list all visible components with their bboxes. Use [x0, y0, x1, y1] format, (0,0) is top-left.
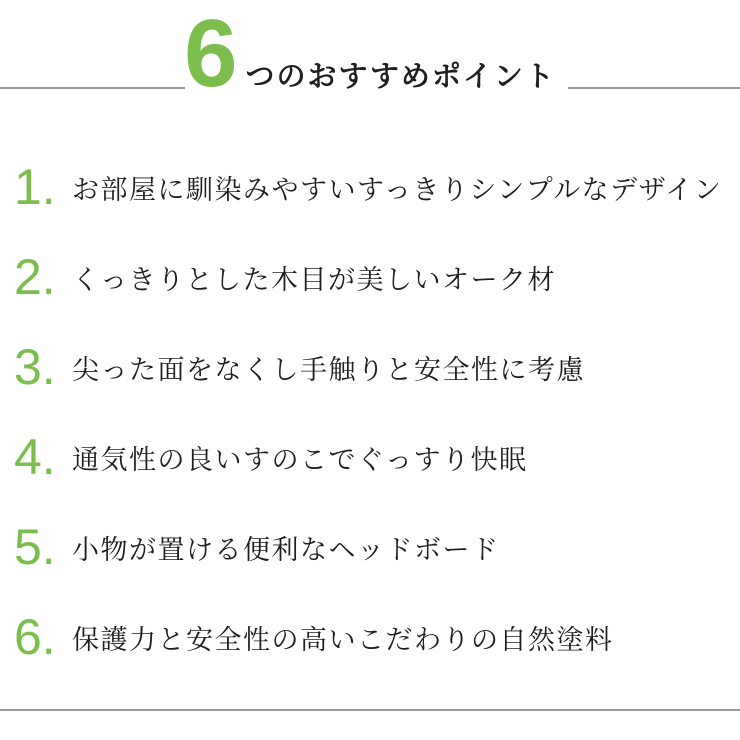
- point-text: 小物が置ける便利なヘッドボード: [72, 534, 500, 565]
- point-text: 通気性の良いすのこでぐっすり快眠: [72, 444, 528, 475]
- header-divider-right: [568, 87, 740, 89]
- page-title: つのおすすめポイント: [245, 61, 556, 93]
- bottom-divider: [0, 709, 740, 711]
- points-list: [0, 142, 740, 682]
- header-big-number: 6: [184, 0, 238, 107]
- point-item-1: [0, 142, 740, 232]
- point-number: 4.: [14, 429, 56, 485]
- point-number: 5.: [14, 519, 56, 575]
- point-text: お部屋に馴染みやすいすっきりシンプルなデザイン: [72, 174, 723, 205]
- point-item-4: [0, 412, 740, 502]
- point-item-5: [0, 502, 740, 592]
- point-item-3: [0, 322, 740, 412]
- point-text: くっきりとした木目が美しいオーク材: [72, 264, 556, 295]
- point-number: 3.: [14, 339, 56, 395]
- point-text: 尖った面をなくし手触りと安全性に考慮: [72, 354, 585, 385]
- header-divider-left: [0, 87, 185, 89]
- point-number: 2.: [14, 249, 56, 305]
- point-item-6: [0, 592, 740, 682]
- point-item-2: [0, 232, 740, 322]
- header-title-group: [184, 0, 556, 107]
- point-number: 1.: [14, 159, 56, 215]
- point-number: 6.: [14, 609, 56, 665]
- header: [0, 0, 740, 112]
- point-text: 保護力と安全性の高いこだわりの自然塗料: [72, 624, 614, 655]
